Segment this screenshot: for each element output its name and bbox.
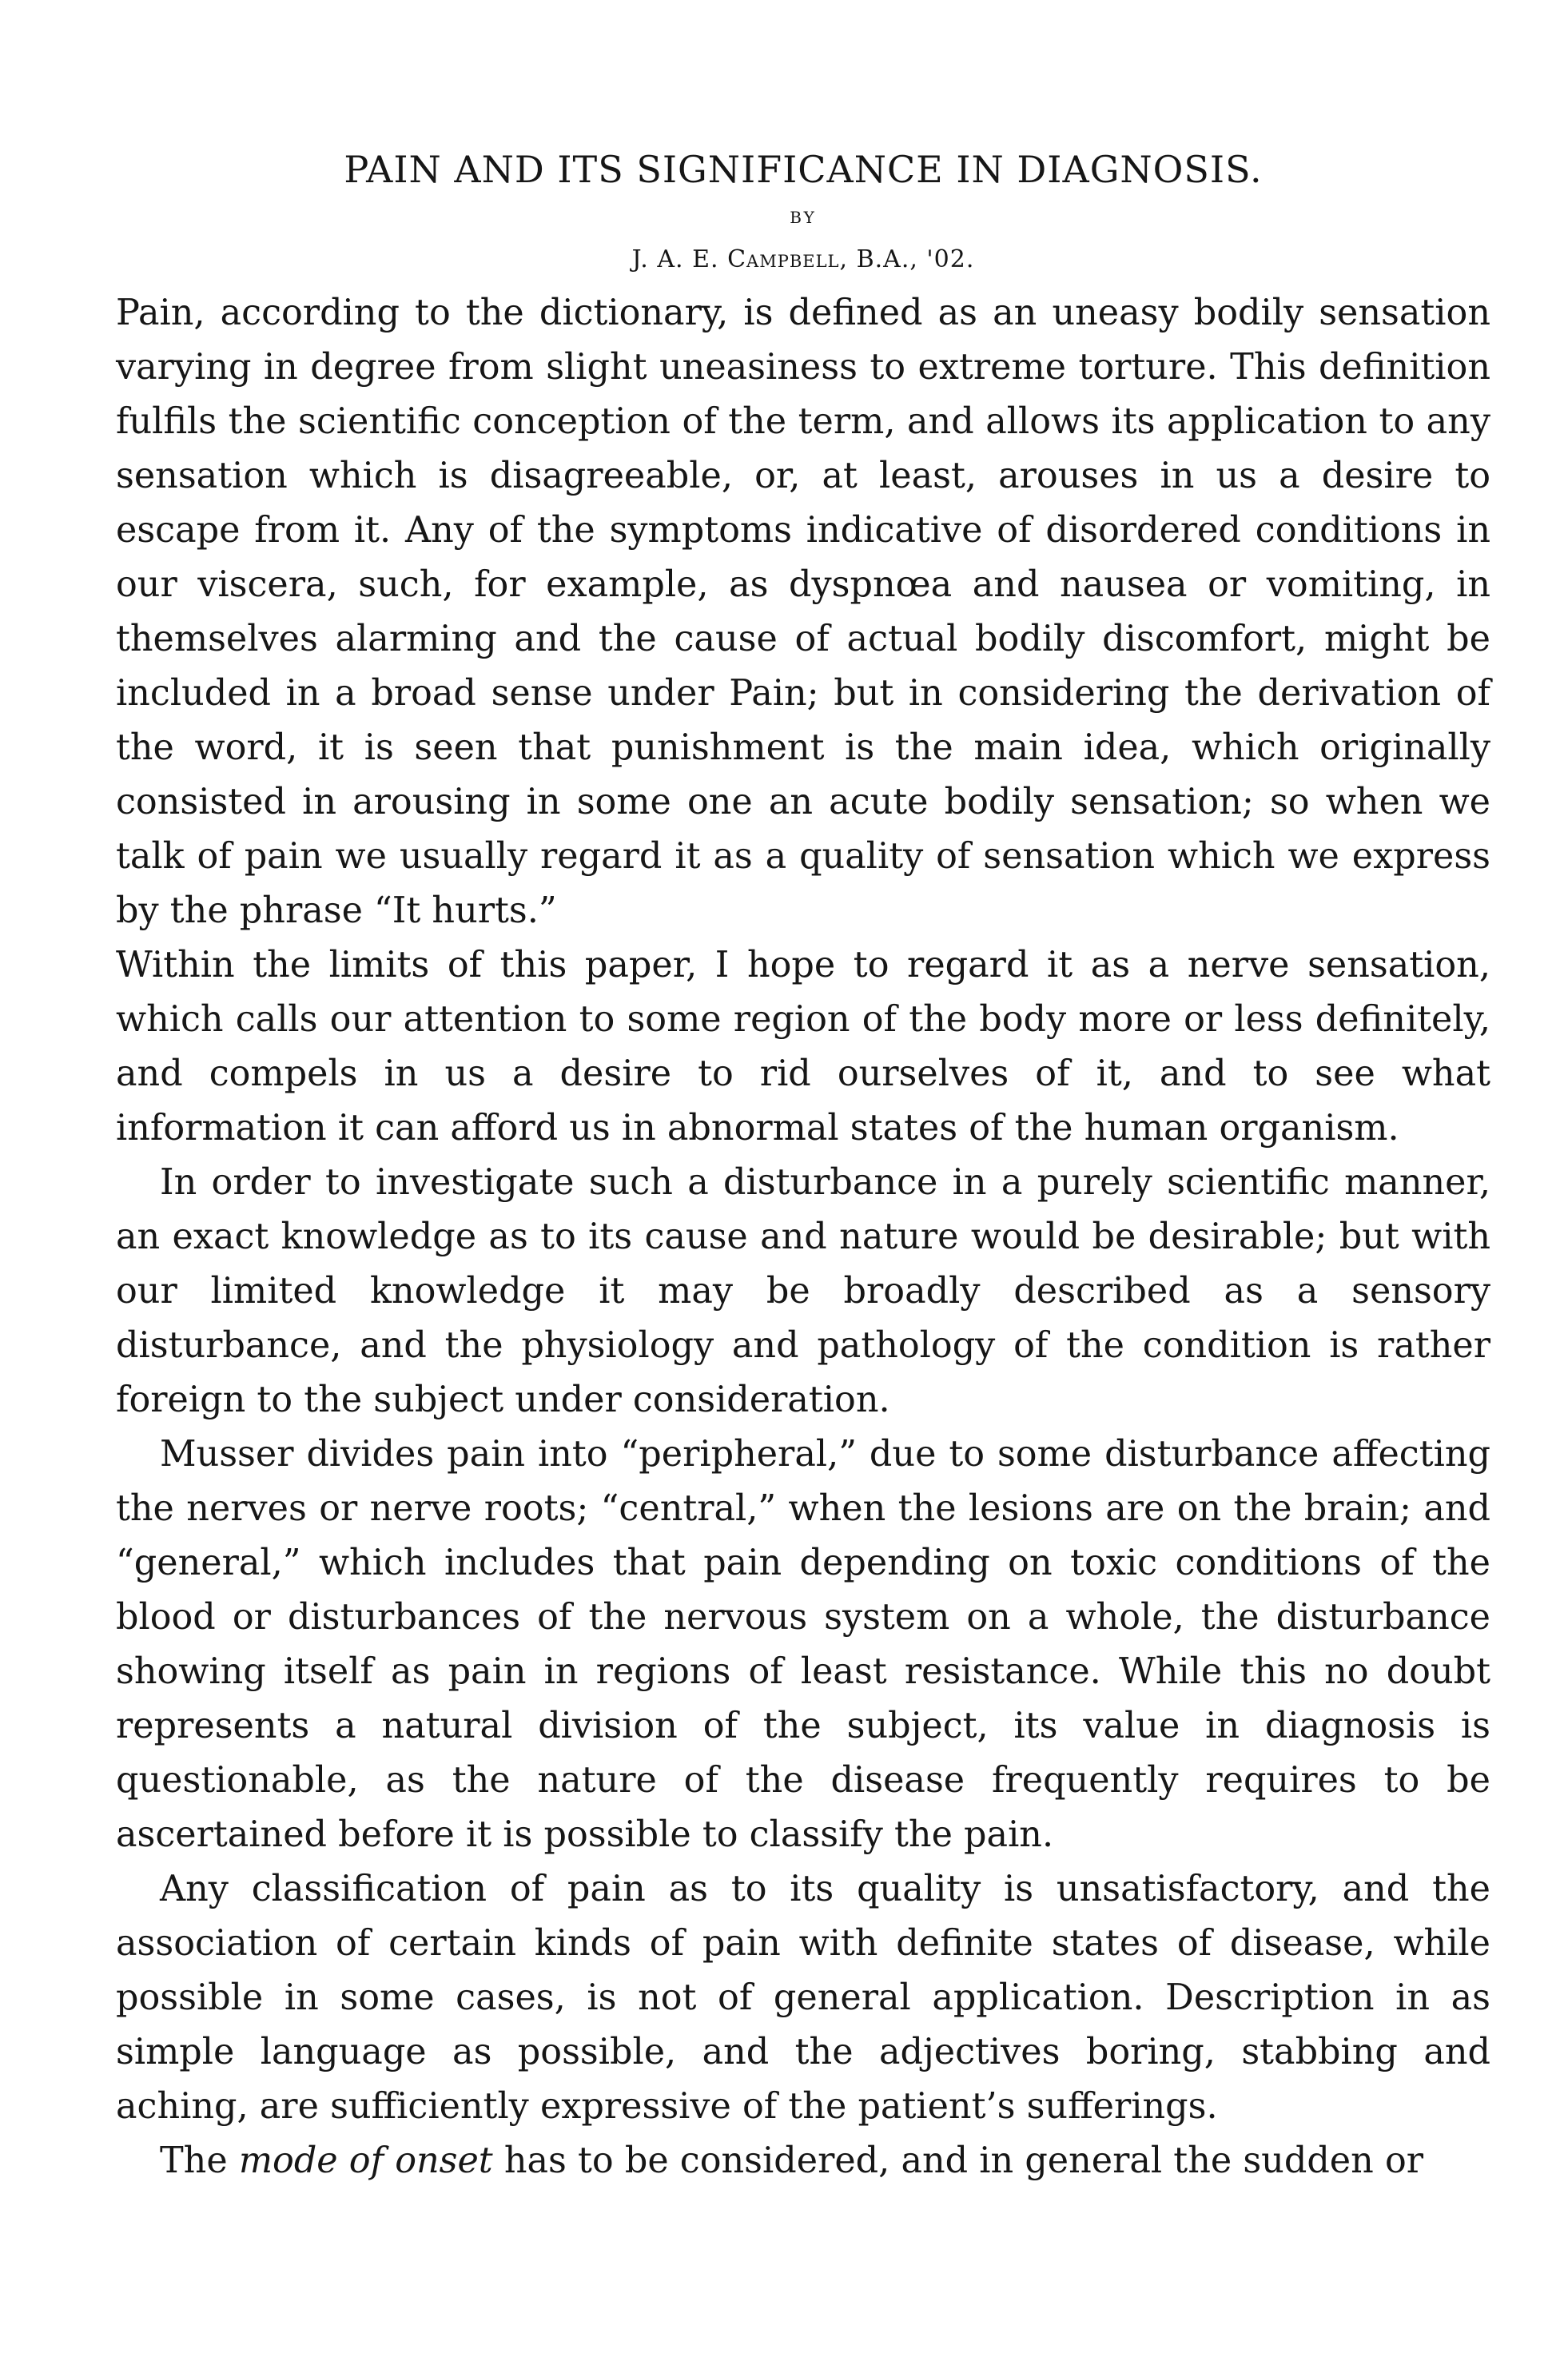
document-page bbox=[116, 148, 1490, 2188]
paragraph: Within the limits of this paper, I hope to regard it as a nerve sensation, which calls our attention to some region of the body more or less definitely, and compels in us a desire to rid ourselves of it, and to see what information it can afford us in abnormal states of the human organism. bbox=[116, 945, 1490, 1149]
paragraph-rest: has to be considered, and in general the sudden or bbox=[492, 2140, 1424, 2182]
article-title: PAIN AND ITS SIGNIFICANCE IN DIAGNOSIS. bbox=[344, 148, 1263, 191]
paragraph: Pain, according to the dictionary, is defined as an uneasy bodily sensation varying in degree from slight uneasiness to extreme torture. This definition fulfils the scientific conception of the term, and allows its application to any sensation which is disagreeable, or, at least, arouses in us a desire to escape from it. Any of the symptoms indicative of disordered conditions in our viscera, such, for example, as dyspnœa and nausea or vomiting, in themselves alarming and the cause of actual bodily discomfort, might be included in a broad sense under Pain; but in considering the derivation of the word, it is seen that punishment is the main idea, which originally consisted in arousing in some one an acute bodily sensation; so when we talk of pain we usually regard it as a quality of sensation which we express by the phrase “It hurts.” bbox=[116, 293, 1490, 932]
paragraph-last bbox=[116, 2134, 1490, 2188]
author-line bbox=[116, 245, 1490, 274]
byline: BY bbox=[790, 208, 817, 228]
author-initials: J. A. E. bbox=[631, 245, 728, 274]
article-body bbox=[116, 286, 1490, 2188]
paragraph: Musser divides pain into “peripheral,” due to some disturbance affecting the nerves or nerve roots; “central,” when the lesions are on the brain; and “general,” which includes that pain depending on toxic conditions of the blood or disturbances of the nervous system on a whole, the disturbance showing itself as pain in regions of least resistance. While this no doubt represents a natural division of the subject, its value in diagnosis is questionable, as the nature of the disease frequently requires to be ascertained before it is possible to classify the pain. bbox=[116, 1434, 1490, 1856]
author-surname: Campbell bbox=[727, 245, 840, 274]
paragraph: Any classification of pain as to its quality is unsatisfactory, and the association of certain kinds of pain with definite states of disease, while possible in some cases, is not of general application. Description in as simple language as possible, and the adjectives boring, stabbing and aching, are sufficiently expressive of the patient’s sufferings. bbox=[116, 1869, 1490, 2128]
paragraph-italic-phrase: mode of onset bbox=[238, 2140, 493, 2182]
paragraph: In order to investigate such a disturbance in a purely scientific manner, an exact knowledge as to its cause and nature would be desirable; but with our limited knowledge it may be broadly described as a sensory disturbance, and the physiology and pathology of the condition is rather foreign to the subject under consideration. bbox=[116, 1162, 1490, 1421]
author-degree: , B.A., '02. bbox=[839, 245, 975, 274]
paragraph-lead: The bbox=[160, 2140, 239, 2182]
